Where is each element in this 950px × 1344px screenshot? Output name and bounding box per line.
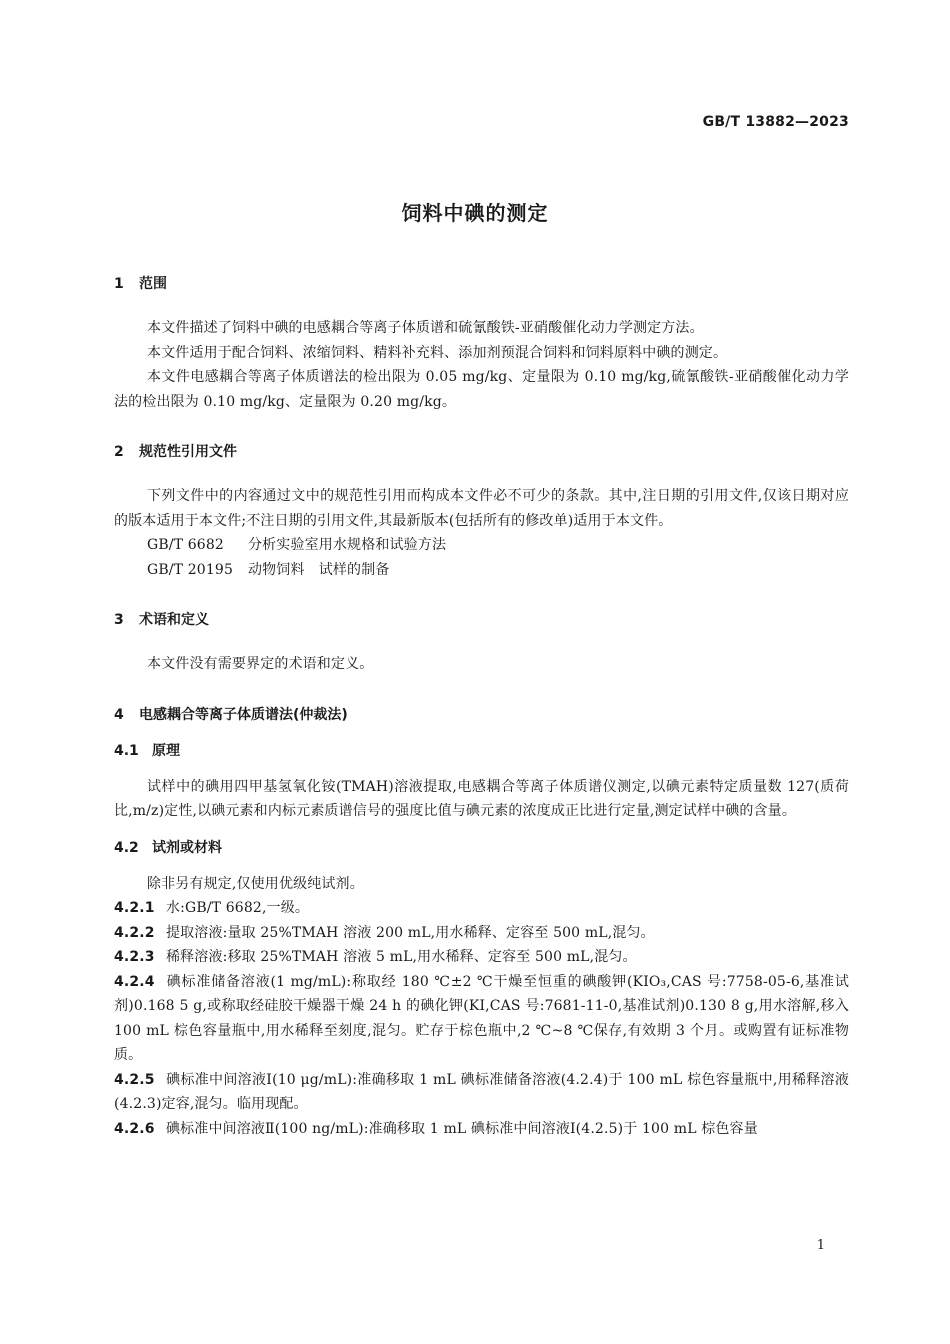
- section-title: 术语和定义: [139, 612, 209, 628]
- clause-number: 4.2.3: [114, 949, 155, 965]
- subsection-number: 4.2: [114, 839, 139, 856]
- clause-number: 4.2.4: [114, 973, 155, 990]
- clause-text: 碘标准储备溶液(1 mg/mL):称取经 180 ℃±2 ℃干燥至恒重的碘酸钾(KIO₃,CAS 号:7758-05-6,基准试剂)0.168 5 g,或称取经硅胶干燥器干燥 24 h 的碘化钾(KI,CAS 号:7681-11-0,基准试剂)0.130 8 g,用水溶解,移入 100 mL 棕色容量瓶中,用水稀释至刻度,混匀。贮存于棕色瓶中,2 ℃~8 ℃保存,有效期 3 个月。或购置有证标准物质。: [114, 973, 849, 1063]
- standard-code: GB/T 13882—2023: [702, 114, 849, 130]
- paragraph: 本文件描述了饲料中碘的电感耦合等离子体质谱和硫氰酸铁-亚硝酸催化动力学测定方法。: [147, 320, 704, 336]
- paragraph: 试样中的碘用四甲基氢氧化铵(TMAH)溶液提取,电感耦合等离子体质谱仪测定,以碘元素特定质量数 127(质荷比,m/z)定性,以碘元素和内标元素质谱信号的强度比值与碘元素的浓度成正比进行定量,测定试样中碘的含量。: [114, 778, 849, 819]
- section-heading-2: [114, 440, 849, 464]
- paragraph: 本文件没有需要界定的术语和定义。: [147, 656, 374, 672]
- clause-item: [114, 945, 849, 970]
- clause-number: 4.2.2: [114, 924, 155, 941]
- section-title: 电感耦合等离子体质谱法(仲裁法): [139, 706, 348, 723]
- clause-text: 提取溶液:量取 25%TMAH 溶液 200 mL,用水稀释、定容至 500 mL,混匀。: [166, 924, 655, 941]
- paragraph: 本文件适用于配合饲料、浓缩饲料、精料补充料、添加剂预混合饲料和饲料原料中碘的测定。: [147, 344, 728, 361]
- subsection-title: 原理: [152, 742, 180, 759]
- subsection-number: 4.1: [114, 742, 139, 759]
- subsection-heading-4-2: [114, 836, 849, 860]
- clause-number: 4.2.5: [114, 1071, 155, 1088]
- clause-number: 4.2.1: [114, 900, 155, 916]
- clause-number: 4.2.6: [114, 1120, 155, 1137]
- section-number: 3: [114, 612, 124, 628]
- paragraph: 下列文件中的内容通过文中的规范性引用而构成本文件必不可少的条款。其中,注日期的引用文件,仅该日期对应的版本适用于本文件;不注日期的引用文件,其最新版本(包括所有的修改单)适用于本文件。: [114, 488, 849, 529]
- section-number: 4: [114, 706, 124, 723]
- reference-code: GB/T 20195: [147, 561, 234, 578]
- clause-text: 碘标准中间溶液Ⅰ(10 μg/mL):准确移取 1 mL 碘标准储备溶液(4.2.4)于 100 mL 棕色容量瓶中,用稀释溶液(4.2.3)定容,混匀。临用现配。: [114, 1071, 849, 1112]
- paragraph: 本文件电感耦合等离子体质谱法的检出限为 0.05 mg/kg、定量限为 0.10 mg/kg,硫氰酸铁-亚硝酸催化动力学法的检出限为 0.10 mg/kg、定量限为 0.20 mg/kg。: [114, 369, 849, 410]
- clause-text: 稀释溶液:移取 25%TMAH 溶液 5 mL,用水稀释、定容至 500 mL,混匀。: [166, 949, 637, 965]
- section-heading-3: [114, 608, 849, 632]
- document-title: 饲料中碘的测定: [401, 201, 549, 225]
- subsection-heading-4-1: [114, 739, 849, 763]
- clause-item: [114, 896, 849, 921]
- section-heading-1: [114, 272, 849, 296]
- section-number: 2: [114, 444, 124, 460]
- reference-item: [114, 533, 849, 558]
- page-number: 1: [816, 1238, 825, 1253]
- document-body: [114, 272, 849, 1141]
- subsection-title: 试剂或材料: [152, 839, 222, 856]
- clause-item: [114, 1068, 849, 1117]
- reference-title: 动物饲料 试样的制备: [248, 561, 390, 578]
- clause-text: 水:GB/T 6682,一级。: [166, 900, 310, 916]
- section-number: 1: [114, 276, 124, 292]
- paragraph: 除非另有规定,仅使用优级纯试剂。: [147, 875, 364, 892]
- clause-item: [114, 970, 849, 1068]
- clause-text: 碘标准中间溶液Ⅱ(100 ng/mL):准确移取 1 mL 碘标准中间溶液Ⅰ(4.2.5)于 100 mL 棕色容量: [166, 1120, 758, 1137]
- clause-item: [114, 1117, 849, 1142]
- reference-item: [114, 558, 849, 583]
- section-title: 范围: [139, 276, 167, 292]
- clause-item: [114, 921, 849, 946]
- reference-code: GB/T 6682: [147, 537, 224, 553]
- section-title: 规范性引用文件: [139, 444, 237, 460]
- reference-title: 分析实验室用水规格和试验方法: [248, 537, 447, 553]
- section-heading-4: [114, 703, 849, 727]
